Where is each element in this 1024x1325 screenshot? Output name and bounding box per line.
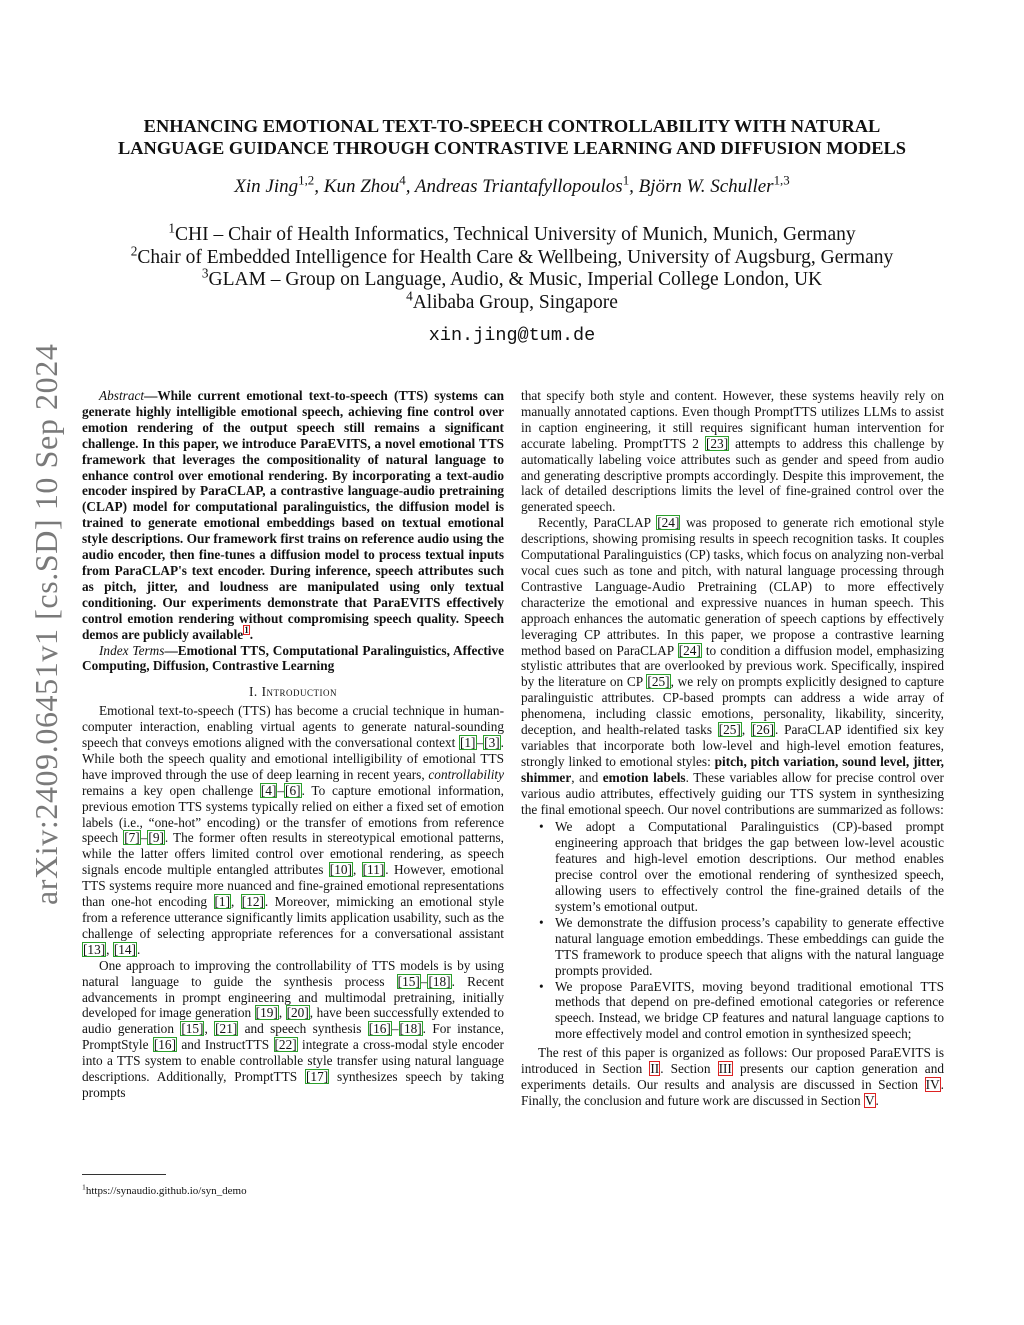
citation-link[interactable]: [3] — [484, 735, 500, 751]
abstract — [82, 388, 504, 643]
text-run: The rest of this paper is organized as follows: Our proposed ParaEVITS is introduced in Section — [521, 1045, 944, 1077]
author-separator: , — [629, 176, 639, 197]
citation-link[interactable]: [14] — [113, 941, 136, 957]
text-run: – — [476, 735, 484, 751]
emphasis: controllability — [428, 766, 504, 782]
text-run: . — [875, 1092, 879, 1108]
affiliation — [70, 288, 954, 315]
citation-link[interactable]: [25] — [718, 722, 741, 738]
citation-link[interactable]: [1] — [459, 735, 476, 751]
affiliation-number: 1 — [168, 220, 175, 236]
list-item-text: We demonstrate the diffusion process’s capability to generate effective natural language emotion embeddings. These embeddings can guide the TTS framework to produce speech that aligns with the natural language prompts provided. — [555, 914, 944, 978]
text-run: . ParaCLAP identified six key variables that incorporate both low-level and high-level emotion features, strongly linked to emotional styles: — [521, 722, 944, 769]
bullet-icon: • — [539, 819, 544, 835]
bold-text: pitch, pitch variation, sound level, jitter, shimmer — [521, 753, 944, 785]
text-run: Emotional text-to-speech (TTS) has become a crucial technique in human-computer interaction, enabling virtual agents to generate natural-sounding speech that conveys emotions aligned with the conversational context — [82, 703, 504, 751]
text-run: . Moreover, mimicking an emotional style from a reference utterance significantly limits application usability, such as the challenge of selecting appropriate references for a conversational assistant — [82, 894, 504, 941]
section-ref-link[interactable]: V — [864, 1092, 875, 1108]
citation-link[interactable]: [1] — [214, 894, 231, 910]
affiliation-text: CHI – Chair of Health Informatics, Technical University of Munich, Munich, Germany — [175, 224, 856, 245]
text-run: , — [106, 941, 113, 957]
contribution-list — [521, 819, 944, 1042]
list-item — [521, 915, 944, 979]
abstract-dash: — — [144, 388, 158, 403]
citation-link[interactable]: [18] — [428, 973, 451, 989]
list-item-text: We adopt a Computational Paralinguistics (CP)-based prompt engineering approach that bridges the gap between low-level acoustic features and high-level emotion descriptions. Our method enables precise control over the emotional rendering of synthesized speech, allowing users to effectively control the fine-grained details of the system’s emotional output. — [555, 819, 944, 914]
text-run: One approach to improving the controllability of TTS models is by using natural language to guide the synthesis process — [82, 957, 504, 989]
author-affiliation: 1,2 — [298, 172, 315, 188]
author-affiliation: 4 — [399, 172, 406, 188]
list-item — [521, 819, 944, 914]
citation-link[interactable]: [20] — [286, 1005, 309, 1021]
author-list — [70, 172, 954, 198]
footnote-url[interactable]: https://synaudio.github.io/syn_demo — [85, 1185, 247, 1197]
text-run: , — [204, 1021, 215, 1037]
author-affiliation: 1,3 — [773, 172, 790, 188]
section-heading — [82, 684, 504, 700]
footnote-divider — [82, 1174, 166, 1175]
citation-link[interactable]: [15] — [397, 973, 420, 989]
text-run: – — [391, 1021, 399, 1037]
text-run: – — [140, 830, 148, 846]
citation-link[interactable]: [19] — [255, 1005, 278, 1021]
affiliation-number: 3 — [201, 265, 209, 281]
affiliation-number: 2 — [130, 243, 138, 259]
text-run: and speech synthesis — [238, 1021, 368, 1037]
author-affiliation: 1 — [622, 172, 630, 188]
abstract-label: Abstract — [99, 388, 145, 403]
text-run: . Finally, the conclusion and future work are discussed in Section — [521, 1076, 944, 1108]
text-run: Recently, ParaCLAP — [538, 515, 657, 531]
text-run: . Section — [660, 1061, 718, 1077]
text-run: , — [741, 722, 751, 738]
citation-link[interactable]: [12] — [241, 894, 264, 910]
title-line-2: LANGUAGE GUIDANCE THROUGH CONTRASTIVE LEARNING AND DIFFUSION MODELS — [117, 138, 906, 158]
right-column — [521, 388, 944, 1109]
citation-link[interactable]: [6] — [285, 782, 301, 798]
citation-link[interactable]: [9] — [148, 830, 164, 846]
citation-link[interactable]: [17] — [306, 1069, 329, 1085]
affiliation-number: 4 — [406, 288, 413, 304]
section-ref-link[interactable]: III — [718, 1061, 732, 1077]
text-run: . However, emotional TTS systems require more nuanced and fine-grained emotional representations than one-hot encoding — [82, 862, 504, 910]
citation-link[interactable]: [13] — [83, 941, 106, 957]
text-run: . While both the speech quality and emotional intelligibility of emotional TTS have improved through the use of deep learning in recent years, — [82, 735, 504, 782]
paper-title — [70, 115, 954, 159]
footnote — [82, 1182, 247, 1197]
citation-link[interactable]: [25] — [647, 674, 670, 690]
text-run: and InstructTTS — [177, 1037, 274, 1053]
section-number: I. — [248, 684, 258, 700]
affiliation-text: GLAM – Group on Language, Audio, & Music, Imperial College London, UK — [208, 269, 823, 291]
right-paragraph-3 — [521, 1045, 944, 1109]
index-terms-text: Emotional TTS, Computational Paralinguistics, Affective Computing, Diffusion, Contrastive Learning — [82, 642, 504, 674]
author-name: Xin Jing — [234, 176, 299, 197]
text-run: , — [352, 862, 362, 878]
citation-link[interactable]: [15] — [181, 1021, 204, 1037]
text-run: , have been successfully extended to audio generation — [82, 1005, 504, 1037]
text-run: . — [136, 941, 141, 957]
footnote-link[interactable]: 1 — [244, 625, 249, 636]
citation-link[interactable]: [22] — [274, 1037, 297, 1053]
text-run: was proposed to generate rich emotional style descriptions, showing promising results in speech recognition tasks. It couples Computational Paralinguistics (CP) tasks, which focus on analyzing non-verbal vocal cues such as tone and pitch, with natural language processing through Contrastive Language-Audio Pretraining (CLAP) to more effectively characterize the emotional and expressive nuances in human speech. This approach enhances the automatic generation of speech captions by effectively leveraging CP attributes. In this paper, we propose a contrastive learning method based on ParaCLAP — [521, 515, 944, 658]
abstract-text: While current emotional text-to-speech (TTS) systems can generate highly intelligible emotional speech, achieving fine control over emotion rendering of the output speech still remains a significant challenge. In this paper, we introduce ParaEVITS, a novel emotional TTS framework that leverages the compositionality of natural language to enhance control over emotional rendering. By incorporating a text-audio encoder inspired by ParaCLAP, a contrastive language-audio pretraining (CLAP) model for computational paralinguistics, the diffusion model is trained to generate emotional embeddings based on textual emotional style descriptions. Our framework first trains on reference audio using the audio encoder, then fine-tunes a diffusion model to process textual inputs from ParaCLAP's text encoder. During inference, speech attributes such as pitch, jitter, and loudness are manipulated using only textual conditioning. Our experiments demonstrate that ParaEVITS effectively control emotion rendering without compromising speech quality. Speech demos are publicly available — [82, 388, 504, 642]
citation-link[interactable]: [10] — [329, 862, 352, 878]
text-run: presents our caption generation and experiments details. Our results and analysis are discussed in Section — [521, 1061, 945, 1092]
title-line-1: ENHANCING EMOTIONAL TEXT-TO-SPEECH CONTROLLABILITY WITH NATURAL — [143, 116, 881, 136]
text-run: synthesizes speech by taking prompts — [82, 1069, 504, 1100]
citation-link[interactable]: [4] — [260, 782, 277, 798]
text-run: . The former often results in stereotypical emotional patterns, while the latter offers limited control over emotional rendering, as speech signals encode multiple entangled attributes — [82, 830, 504, 878]
intro-paragraph-2 — [82, 958, 504, 1101]
citation-link[interactable]: [26] — [751, 722, 775, 738]
footnote-number: 1 — [82, 1182, 86, 1192]
citation-link[interactable]: [23] — [705, 435, 729, 451]
citation-link[interactable]: [16] — [368, 1021, 391, 1037]
affiliation — [70, 265, 954, 292]
text-run: – — [420, 973, 428, 989]
affiliation-list — [70, 220, 954, 314]
citation-link[interactable]: [18] — [399, 1021, 422, 1037]
text-run: , — [231, 894, 241, 910]
text-run: . Recent advancements in prompt engineering and multimodal pretraining, initially developed for image generation — [82, 973, 504, 1021]
affiliation — [70, 220, 954, 247]
bullet-icon: • — [539, 978, 544, 994]
text-run: that specify both style and content. However, these systems heavily rely on manually annotated captions. Even though PromptTTS utilizes LLMs to assist in caption engineering, it still requires significant human intervention for accurate labeling. PromptTTS 2 — [521, 388, 944, 451]
author-name: Kun Zhou — [323, 176, 400, 197]
list-item — [521, 979, 944, 1043]
index-terms — [82, 643, 504, 675]
index-terms-dash: — — [164, 642, 178, 658]
text-run: , and — [571, 769, 603, 785]
text-run: . For instance, PromptStyle — [82, 1021, 504, 1053]
arxiv-stamp[interactable]: arXiv:2409.06451v1 [cs.SD] 10 Sep 2024 — [28, 343, 64, 905]
text-run: attempts to address this challenge by automatically labeling voice attributes such as gender and speed from audio and generating descriptive prompts accordingly. Despite this improvement, the lack of detailed descriptions limits the level of fine-grained control over the generated speech. — [521, 435, 944, 515]
citation-link[interactable]: [24] — [657, 515, 680, 531]
section-ref-link[interactable]: II — [650, 1061, 660, 1077]
author-name: Andreas Triantafyllopoulos — [414, 176, 623, 197]
text-run: . These variables allow for precise control over various audio attributes, effectively guiding our TTS system in synthesizing the final emotional speech. Our novel contributions are summarized as follows: — [521, 769, 944, 817]
affiliation-text: Chair of Embedded Intelligence for Health Care & Wellbeing, University of Augsburg, Germany — [137, 246, 894, 268]
abstract-end: . — [249, 626, 254, 642]
section-ref-link[interactable]: IV — [925, 1076, 940, 1092]
citation-link[interactable]: [21] — [215, 1021, 238, 1037]
text-run: integrate a cross-modal style encoder into a TTS system to enable controllable style transfer using natural language descriptions. Additionally, PromptTTS — [82, 1037, 504, 1085]
citation-link[interactable]: [16] — [153, 1037, 176, 1053]
text-run: , we rely on prompts explicitly designed to capture paralinguistic attributes. CP-based prompts can address a wide array of phenomena, including classic emotions, personality, likability, sincerity, deception, and health-related tasks — [521, 674, 944, 738]
right-paragraph-2 — [521, 515, 944, 817]
citation-link[interactable]: [11] — [362, 862, 385, 878]
author-name: Björn W. Schuller — [638, 176, 774, 197]
text-run: , — [278, 1005, 286, 1021]
intro-paragraph-1 — [82, 703, 504, 958]
contact-email[interactable]: xin.jing@tum.de — [428, 325, 596, 346]
bullet-icon: • — [539, 914, 544, 930]
author-separator: , — [314, 176, 324, 197]
affiliation-text: Alibaba Group, Singapore — [412, 291, 618, 313]
list-item-text: We propose ParaEVITS, moving beyond traditional emotional TTS methods that depend on pre-defined emotional categories or reference speech. Instead, we bridge CP features and natural language captions to more effectively model and control emotion in synthesized speech; — [555, 978, 944, 1042]
right-paragraph-1 — [521, 388, 944, 515]
citation-link[interactable]: [7] — [124, 830, 140, 846]
section-title: Introduction — [261, 684, 338, 700]
text-run: to condition a diffusion model, emphasizing stylistic attributes that are overlooked by previous work. Specifically, inspired by the literature on CP — [521, 642, 944, 690]
author-separator: , — [405, 176, 415, 197]
text-run: – — [277, 782, 285, 798]
text-run: . To capture emotional information, previous emotion TTS systems typically relied on either a fixed set of emotion labels (i.e., “one-hot” encoding) or the transfer of emotions from reference speech — [82, 782, 504, 846]
left-column — [82, 388, 504, 1101]
bold-text: emotion labels — [602, 769, 686, 785]
citation-link[interactable]: [24] — [678, 642, 701, 658]
text-run: remains a key open challenge — [82, 782, 260, 798]
index-terms-label: Index Terms — [99, 642, 165, 658]
